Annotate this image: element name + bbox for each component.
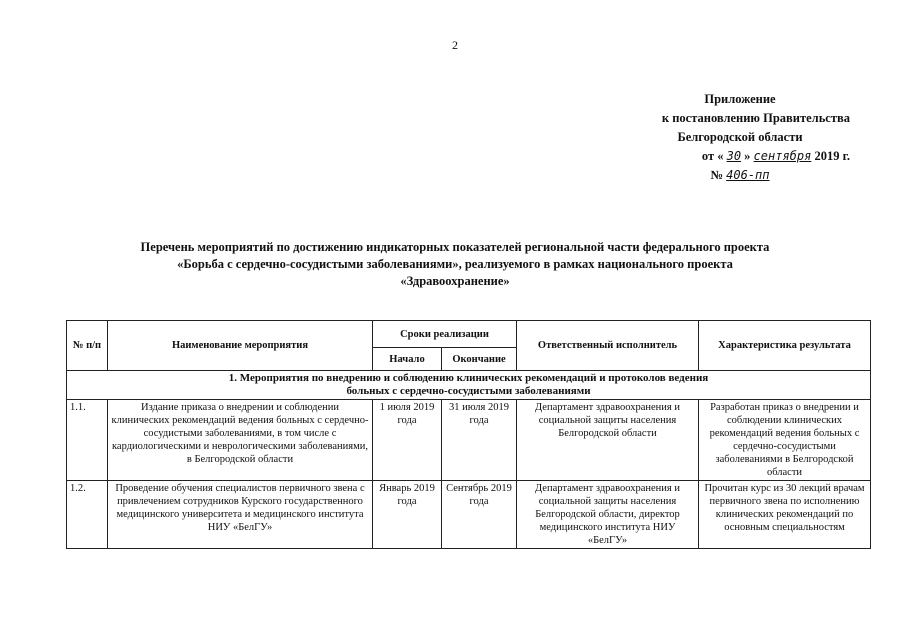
section-row bbox=[67, 371, 871, 400]
date-mid: » bbox=[744, 149, 751, 163]
appendix-line-1: к постановлению Правительства bbox=[661, 111, 850, 125]
row-responsible: Департамент здравоохранения и социальной защиты населения Белгородской области bbox=[517, 400, 699, 481]
row-name: Издание приказа о внедрении и соблюдении клинических рекомендаций ведения больных с сердечно-сосудистыми заболеваниями, в том числе с кардиологическими и неврологическими заболеваниями, в Белгородской области bbox=[108, 400, 373, 481]
row-num: 1.2. bbox=[67, 481, 108, 549]
title-line-1: Перечень мероприятий по достижению индикаторных показателей региональной части федерального проекта bbox=[140, 240, 770, 254]
header-result: Характеристика результата bbox=[699, 321, 871, 371]
row-start: 1 июля 2019 года bbox=[373, 400, 442, 481]
date-day: 30 bbox=[726, 149, 742, 163]
page-number: 2 bbox=[452, 38, 458, 52]
header-period: Сроки реализации bbox=[373, 321, 517, 348]
row-name: Проведение обучения специалистов первичного звена с привлечением сотрудников Курского государственного медицинского университета и медицинского института НИУ «БелГУ» bbox=[108, 481, 373, 549]
title-line-3: «Здравоохранение» bbox=[400, 274, 510, 288]
row-result: Прочитан курс из 30 лекций врачам первичного звена по исполнению клинических рекомендаций по основным специальностям bbox=[699, 481, 871, 549]
row-end: 31 июля 2019 года bbox=[442, 400, 517, 481]
date-prefix: от « bbox=[701, 149, 724, 163]
measures-table bbox=[66, 320, 871, 549]
table-header-row bbox=[67, 321, 871, 348]
row-responsible: Департамент здравоохранения и социальной защиты населения Белгородской области, директор медицинского института НИУ «БелГУ» bbox=[517, 481, 699, 549]
row-result: Разработан приказ о внедрении и соблюдении клинических рекомендаций ведения больных с сердечно-сосудистыми заболеваниями в Белгородской области bbox=[699, 400, 871, 481]
header-responsible: Ответственный исполнитель bbox=[517, 321, 699, 371]
appendix-date bbox=[600, 147, 850, 166]
date-month: сентября bbox=[753, 149, 812, 163]
appendix-heading: Приложение bbox=[704, 92, 776, 106]
table-row bbox=[67, 400, 871, 481]
row-start: Январь 2019 года bbox=[373, 481, 442, 549]
section-line-1: 1. Мероприятия по внедрению и соблюдению клинических рекомендаций и протоколов ведения bbox=[228, 372, 709, 384]
section-heading bbox=[67, 371, 871, 400]
appendix-number bbox=[600, 166, 850, 185]
appendix-line-2: Белгородской области bbox=[677, 130, 803, 144]
section-line-2: больных с сердечно-сосудистыми заболеваниями bbox=[346, 385, 591, 397]
header-num: № п/п bbox=[67, 321, 108, 371]
appendix-block bbox=[600, 90, 850, 185]
document-number: 406-пп bbox=[726, 168, 770, 182]
document-title bbox=[40, 239, 870, 290]
header-start: Начало bbox=[373, 348, 442, 371]
row-num: 1.1. bbox=[67, 400, 108, 481]
table-row bbox=[67, 481, 871, 549]
date-year: 2019 г. bbox=[814, 149, 850, 163]
title-line-2: «Борьба с сердечно-сосудистыми заболеваниями», реализуемого в рамках национального проекта bbox=[177, 257, 733, 271]
row-end: Сентябрь 2019 года bbox=[442, 481, 517, 549]
header-end: Окончание bbox=[442, 348, 517, 371]
header-name: Наименование мероприятия bbox=[108, 321, 373, 371]
number-prefix: № bbox=[710, 168, 724, 182]
